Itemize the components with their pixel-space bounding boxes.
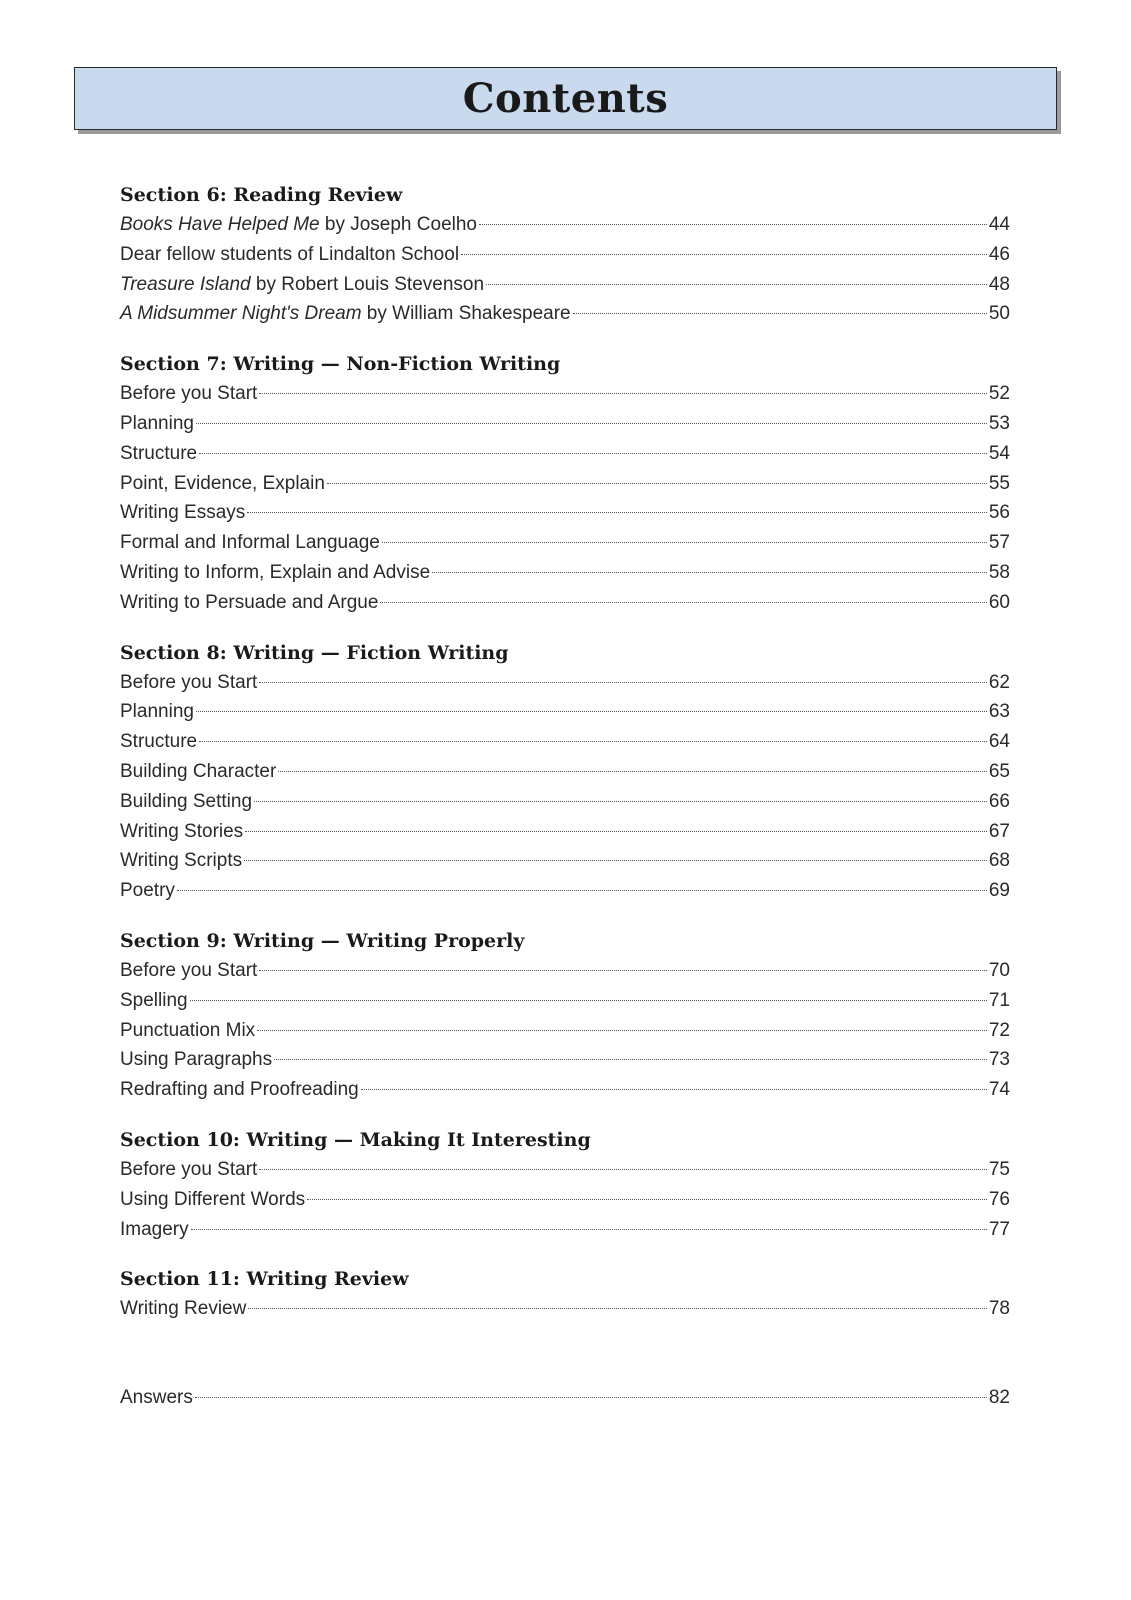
- toc-entry-text: Before you Start: [120, 1158, 258, 1180]
- dot-leader: [248, 1308, 987, 1309]
- toc-entry[interactable]: [120, 1383, 1010, 1413]
- dot-leader: [259, 970, 987, 971]
- dot-leader: [199, 741, 987, 742]
- toc-entry-title: [120, 409, 194, 439]
- dot-leader: [380, 602, 987, 603]
- toc-page-number: 74: [988, 1079, 1010, 1101]
- toc-entry-text: Redrafting and Proofreading: [120, 1079, 359, 1101]
- toc-entry-title: [120, 817, 243, 847]
- toc-entry-text: by Robert Louis Stevenson: [250, 273, 485, 295]
- dot-leader: [177, 890, 987, 891]
- toc-page-number: 55: [988, 472, 1010, 494]
- dot-leader: [254, 801, 987, 802]
- toc-entry-text: by William Shakespeare: [361, 303, 571, 325]
- toc-page-number: 46: [988, 243, 1010, 265]
- toc-entry[interactable]: [120, 469, 1010, 499]
- toc-entry-work-title: Books Have Helped Me: [120, 214, 320, 235]
- section-heading: Section 8: Writing — Fiction Writing: [120, 641, 509, 664]
- dot-leader: [191, 1229, 987, 1230]
- toc-page-number: 69: [988, 880, 1010, 902]
- toc-page-number: 76: [988, 1188, 1010, 1210]
- toc-page-number: 48: [988, 273, 1010, 295]
- toc-entry-title: [120, 1155, 257, 1185]
- toc-page-number: 73: [988, 1049, 1010, 1071]
- toc-entry[interactable]: [120, 986, 1010, 1016]
- toc-entry-title: [120, 727, 197, 757]
- dot-leader: [259, 393, 987, 394]
- toc-entry-text: Imagery: [120, 1218, 189, 1240]
- contents-title-banner: [74, 67, 1057, 130]
- table-of-contents: [120, 180, 1010, 1344]
- toc-entry-title: [120, 528, 380, 558]
- toc-page-number: 57: [988, 532, 1010, 554]
- toc-entry-work-title: A Midsummer Night's Dream: [120, 303, 362, 325]
- toc-entry[interactable]: [120, 846, 1010, 876]
- toc-entry-text: Structure: [120, 731, 198, 753]
- toc-entry[interactable]: [120, 558, 1010, 588]
- toc-page-number: 71: [988, 989, 1010, 1011]
- toc-page-number: 70: [988, 959, 1010, 981]
- section-heading: Section 11: Writing Review: [120, 1268, 409, 1291]
- toc-entry[interactable]: [120, 498, 1010, 528]
- toc-entry-text: Poetry: [120, 880, 175, 902]
- toc-page-number: 72: [988, 1019, 1010, 1041]
- toc-entry-title: [120, 1016, 255, 1046]
- toc-entry[interactable]: [120, 1075, 1010, 1105]
- dot-leader: [479, 224, 987, 225]
- toc-entry-title: [120, 876, 175, 906]
- toc-page-number: 44: [988, 214, 1010, 235]
- dot-leader: [195, 1397, 987, 1398]
- toc-entry-title: [120, 299, 571, 329]
- toc-section: [120, 926, 1010, 1105]
- dot-leader: [382, 542, 987, 543]
- dot-leader: [307, 1199, 987, 1200]
- dot-leader: [247, 512, 987, 513]
- toc-entry-title: [120, 1294, 246, 1324]
- toc-entry[interactable]: [120, 240, 1010, 270]
- toc-entry-work-title: Treasure Island: [120, 273, 251, 295]
- toc-entry[interactable]: [120, 270, 1010, 300]
- toc-entry[interactable]: [120, 668, 1010, 698]
- toc-page-number: 62: [988, 671, 1010, 693]
- toc-entry[interactable]: [120, 210, 1010, 240]
- dot-leader: [196, 423, 987, 424]
- toc-entry-text: Spelling: [120, 989, 188, 1011]
- toc-entry-text: Planning: [120, 701, 194, 723]
- toc-page-number: 65: [988, 760, 1010, 782]
- toc-entry[interactable]: [120, 588, 1010, 618]
- toc-entry-title: [120, 469, 325, 499]
- toc-page-number: 78: [988, 1298, 1010, 1320]
- toc-entry-text: Writing Scripts: [120, 850, 243, 872]
- toc-page-number: 64: [988, 731, 1010, 753]
- toc-page-number: 52: [988, 383, 1010, 405]
- toc-entry-title: [120, 240, 459, 270]
- toc-entry-text: Formal and Informal Language: [120, 532, 380, 554]
- dot-leader: [274, 1059, 987, 1060]
- toc-entry-text: Writing Essays: [120, 502, 246, 524]
- toc-entry-title: [120, 1215, 189, 1245]
- section-heading: Section 9: Writing — Writing Properly: [120, 929, 525, 952]
- toc-page-number: 56: [988, 502, 1010, 524]
- toc-section: [120, 638, 1010, 906]
- toc-entry-title: [120, 787, 252, 817]
- dot-leader: [259, 1169, 987, 1170]
- toc-entry[interactable]: [120, 1045, 1010, 1075]
- dot-leader: [461, 254, 987, 255]
- dot-leader: [361, 1089, 987, 1090]
- toc-section: [120, 180, 1010, 329]
- toc-entry[interactable]: [120, 697, 1010, 727]
- toc-entry[interactable]: [120, 1016, 1010, 1046]
- toc-page-number: 53: [988, 412, 1010, 434]
- toc-entry[interactable]: [120, 817, 1010, 847]
- toc-entry-title: [120, 668, 257, 698]
- dot-leader: [327, 483, 987, 484]
- toc-entry-title: [120, 439, 197, 469]
- toc-entry-text: Writing Stories: [120, 820, 244, 842]
- toc-page-number: 67: [988, 820, 1010, 842]
- toc-entry-text: Punctuation Mix: [120, 1019, 256, 1041]
- toc-entry-title: [120, 1185, 305, 1215]
- toc-entry-text: Dear fellow students of Lindalton School: [120, 243, 460, 265]
- toc-section: [120, 1125, 1010, 1244]
- toc-page-number: 63: [988, 701, 1010, 723]
- toc-page-number: 60: [988, 591, 1010, 613]
- toc-entry[interactable]: [120, 1155, 1010, 1185]
- toc-entry-text: by Joseph Coelho: [319, 214, 477, 235]
- toc-entry-title: [120, 498, 245, 528]
- toc-entry[interactable]: [120, 379, 1010, 409]
- toc-entry-text: Writing to Inform, Explain and Advise: [120, 561, 431, 583]
- toc-page-number: 66: [988, 790, 1010, 812]
- section-heading: Section 7: Writing — Non-Fiction Writing: [120, 353, 561, 376]
- toc-entry[interactable]: [120, 1185, 1010, 1215]
- toc-entry-title: [120, 1075, 359, 1105]
- toc-entry-text: Before you Start: [120, 671, 258, 693]
- toc-section: [120, 1264, 1010, 1324]
- dot-leader: [573, 313, 987, 314]
- toc-section: [120, 349, 1010, 617]
- dot-leader: [432, 572, 987, 573]
- toc-entry[interactable]: [120, 439, 1010, 469]
- toc-page-number: 50: [988, 303, 1010, 325]
- toc-page-number: 77: [988, 1218, 1010, 1240]
- toc-entry-text: Before you Start: [120, 959, 258, 981]
- toc-entry-text: Using Paragraphs: [120, 1049, 273, 1071]
- toc-entry-text: Using Different Words: [120, 1188, 306, 1210]
- toc-entry-text: Building Setting: [120, 790, 253, 812]
- toc-entry[interactable]: [120, 727, 1010, 757]
- page-title: Contents: [462, 75, 669, 122]
- toc-entry[interactable]: [120, 299, 1010, 329]
- toc-entry-title: [120, 379, 257, 409]
- toc-entry-title: [120, 697, 194, 727]
- toc-entry-text: Planning: [120, 412, 194, 434]
- dot-leader: [199, 453, 987, 454]
- dot-leader: [245, 831, 987, 832]
- toc-entry-text: Writing to Persuade and Argue: [120, 591, 379, 613]
- dot-leader: [278, 771, 987, 772]
- toc-entry-title: [120, 210, 477, 240]
- dot-leader: [257, 1030, 987, 1031]
- toc-entry-title: [120, 986, 188, 1016]
- toc-entry-text: Structure: [120, 442, 198, 464]
- toc-entry[interactable]: [120, 528, 1010, 558]
- toc-page-number: 82: [988, 1387, 1010, 1408]
- toc-entry[interactable]: [120, 787, 1010, 817]
- toc-page-number: 68: [988, 850, 1010, 872]
- toc-page-number: 58: [988, 561, 1010, 583]
- section-heading: Section 6: Reading Review: [120, 184, 403, 206]
- toc-entry-title: Answers: [120, 1387, 193, 1408]
- toc-entry[interactable]: [120, 1294, 1010, 1324]
- toc-entry-text: Writing Review: [120, 1298, 247, 1320]
- toc-entry[interactable]: [120, 757, 1010, 787]
- toc-entry-title: [120, 757, 276, 787]
- toc-entry-title: [120, 956, 257, 986]
- section-heading: Section 10: Writing — Making It Interesting: [120, 1128, 591, 1151]
- dot-leader: [196, 711, 987, 712]
- toc-entry-title: [120, 558, 430, 588]
- toc-entry[interactable]: [120, 876, 1010, 906]
- toc-entry[interactable]: [120, 1215, 1010, 1245]
- toc-entry-title: [120, 588, 378, 618]
- toc-entry[interactable]: [120, 956, 1010, 986]
- toc-entry-text: Point, Evidence, Explain: [120, 472, 325, 494]
- toc-entry-text: Building Character: [120, 760, 277, 782]
- dot-leader: [486, 284, 987, 285]
- toc-entry-title: [120, 270, 484, 300]
- toc-page-number: 54: [988, 442, 1010, 464]
- toc-entry-title: [120, 1045, 272, 1075]
- dot-leader: [190, 1000, 987, 1001]
- answers-entry[interactable]: [120, 1383, 1010, 1413]
- toc-entry-title: [120, 846, 242, 876]
- toc-entry[interactable]: [120, 409, 1010, 439]
- toc-page-number: 75: [988, 1158, 1010, 1180]
- dot-leader: [259, 682, 987, 683]
- dot-leader: [244, 860, 987, 861]
- toc-entry-text: Before you Start: [120, 383, 258, 405]
